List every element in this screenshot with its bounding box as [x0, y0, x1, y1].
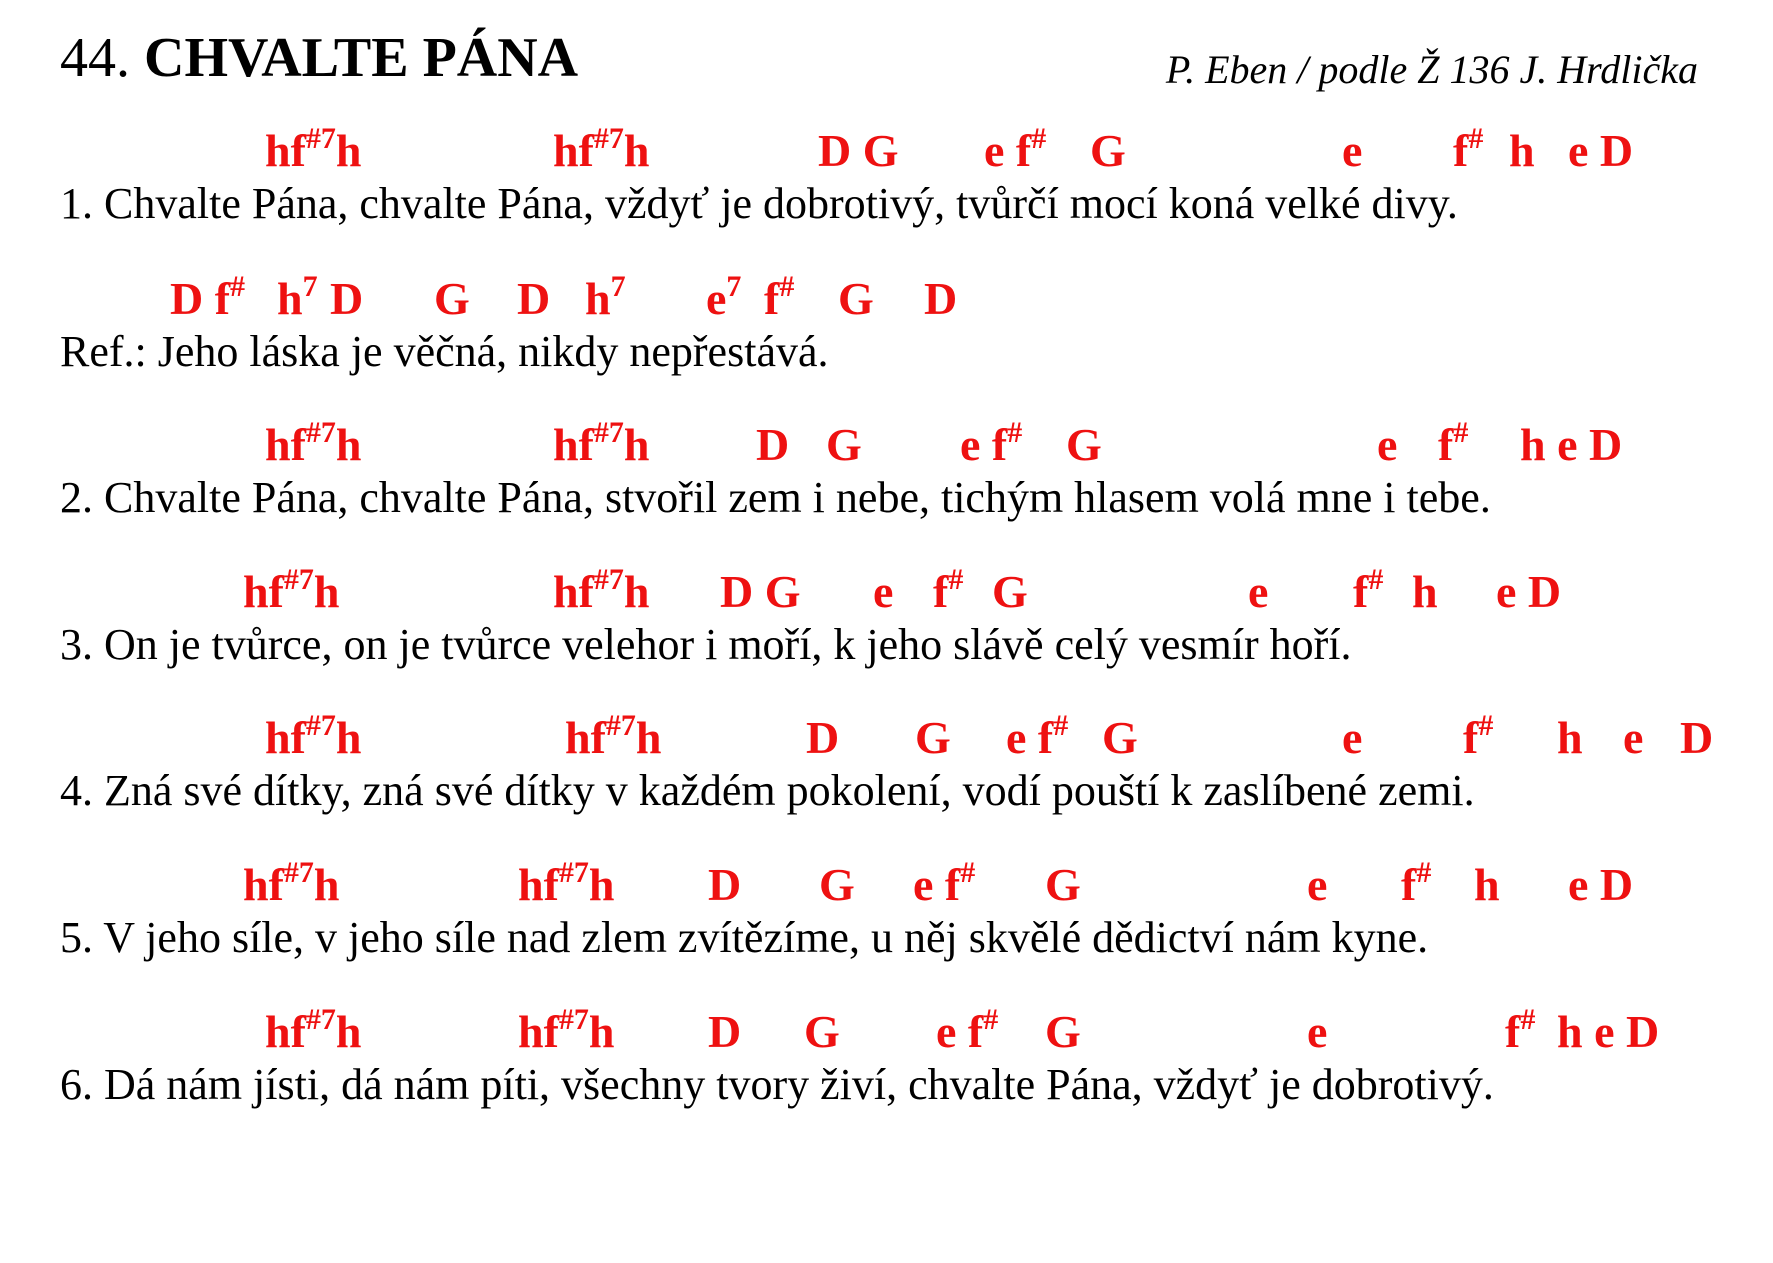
chord-superscript: # — [948, 563, 964, 596]
chord — [1377, 419, 1398, 470]
chord — [1307, 859, 1328, 910]
chord-base: hf — [518, 859, 559, 910]
chord-base: G — [1102, 712, 1138, 763]
verse-lyric: 5. V jeho síle, v jeho síle nad zlem zvítězíme, u něj skvělé dědictví nám kyne. — [60, 913, 1429, 962]
chord-superscript: #7 — [305, 122, 336, 155]
chord — [706, 270, 742, 324]
chord — [265, 122, 362, 176]
chord-tail: h — [335, 419, 362, 470]
chord — [1623, 712, 1644, 763]
chord — [585, 270, 626, 324]
chord — [243, 563, 340, 617]
chord-base: G — [915, 712, 951, 763]
chord-base: hf — [553, 125, 594, 176]
chord-base: h — [1557, 712, 1583, 763]
chord-base: f — [1438, 419, 1454, 470]
refrain-lyric: Ref.: Jeho láska je věčná, nikdy nepřestává. — [60, 327, 829, 376]
chord-base: e — [1307, 1006, 1328, 1057]
chord-base: f — [1401, 859, 1417, 910]
chord — [915, 712, 951, 763]
chord-tail: h — [623, 419, 650, 470]
chord-superscript: 7 — [302, 270, 318, 303]
chord — [924, 273, 958, 324]
chord-base: hf — [265, 419, 306, 470]
chord — [434, 273, 470, 324]
chord-base: G — [1066, 419, 1102, 470]
chord-superscript: # — [230, 270, 246, 303]
chord — [1248, 566, 1269, 617]
chord-base: D — [708, 1006, 742, 1057]
chord — [708, 859, 742, 910]
chord-superscript: #7 — [305, 416, 336, 449]
chord-base: f — [1453, 125, 1469, 176]
chord-base: hf — [553, 566, 594, 617]
chord — [838, 273, 874, 324]
chord — [1509, 125, 1535, 176]
chord-superscript: #7 — [558, 856, 589, 889]
verse-lyric: 1. Chvalte Pána, chvalte Pána, vždyť je dobrotivý, tvůrčí mocí koná velké divy. — [60, 179, 1458, 228]
chord-base: h — [585, 273, 611, 324]
chord-base: h e D — [1520, 419, 1623, 470]
chord-base: h — [1412, 566, 1438, 617]
chord-base: hf — [265, 125, 306, 176]
chord-base: e D — [1568, 859, 1634, 910]
song-author: P. Eben / podle Ž 136 J. Hrdlička — [1165, 47, 1698, 92]
chord-base: e — [1377, 419, 1398, 470]
song-block — [0, 709, 1773, 855]
chord — [1353, 563, 1384, 617]
chord-base: hf — [518, 1006, 559, 1057]
chord — [756, 419, 790, 470]
chord — [517, 273, 551, 324]
chord-base: hf — [243, 566, 284, 617]
chord-superscript: #7 — [593, 416, 624, 449]
chord — [170, 270, 246, 324]
chord-base: f — [933, 566, 949, 617]
chord-base: e — [1342, 712, 1363, 763]
chord-base: h e D — [1557, 1006, 1660, 1057]
chord — [764, 270, 795, 324]
chord-base: G — [434, 273, 470, 324]
chord — [933, 563, 964, 617]
chord-superscript: #7 — [558, 1003, 589, 1036]
chord-tail: h — [588, 859, 615, 910]
chord — [1045, 1006, 1081, 1057]
chord — [1557, 1006, 1660, 1057]
chord-base: h — [277, 273, 303, 324]
chord-base: D — [1680, 712, 1714, 763]
chord-base: e f — [1006, 712, 1054, 763]
chord-tail: h — [635, 712, 662, 763]
chord — [330, 273, 364, 324]
chord-superscript: #7 — [593, 122, 624, 155]
chord — [265, 1003, 362, 1057]
chord-base: e f — [960, 419, 1008, 470]
chord — [960, 416, 1023, 470]
chord — [1505, 1003, 1536, 1057]
chord-base: G — [804, 1006, 840, 1057]
chord-superscript: # — [983, 1003, 999, 1036]
chord — [936, 1003, 999, 1057]
chord-base: f — [1353, 566, 1369, 617]
chord-tail: h — [623, 125, 650, 176]
chord-base: f — [1505, 1006, 1521, 1057]
song-title — [60, 27, 579, 89]
chord-base: G — [1090, 125, 1126, 176]
chord-superscript: # — [1031, 122, 1047, 155]
chord — [1520, 419, 1623, 470]
chord-superscript: # — [1368, 563, 1384, 596]
chord — [1568, 125, 1634, 176]
chord-base: D G — [720, 566, 801, 617]
chord-superscript: # — [1520, 1003, 1536, 1036]
chord-base: e — [1342, 125, 1363, 176]
chord-base: G — [819, 859, 855, 910]
chord — [1412, 566, 1438, 617]
chord-base: e f — [936, 1006, 984, 1057]
song-block — [0, 1003, 1773, 1149]
chord-base: e — [1248, 566, 1269, 617]
chord-tail: h — [313, 859, 340, 910]
chord-base: e D — [1496, 566, 1562, 617]
chord-superscript: #7 — [593, 563, 624, 596]
chord-tail: h — [313, 566, 340, 617]
chord — [1463, 709, 1494, 763]
chord-tail: h — [623, 566, 650, 617]
chord — [518, 856, 615, 910]
chord-tail: h — [335, 712, 362, 763]
verse-lyric: 3. On je tvůrce, on je tvůrce velehor i moří, k jeho slávě celý vesmír hoří. — [60, 620, 1352, 669]
chord-base: G — [838, 273, 874, 324]
chord — [277, 270, 318, 324]
chord-superscript: 7 — [726, 270, 742, 303]
chord-base: e f — [913, 859, 961, 910]
chord-base: e — [873, 566, 894, 617]
song-block — [0, 122, 1773, 268]
chord-base: hf — [243, 859, 284, 910]
chord-base: h — [1509, 125, 1535, 176]
chord — [992, 566, 1028, 617]
song-block — [0, 563, 1773, 709]
chord-base: e — [706, 273, 727, 324]
chord — [553, 416, 650, 470]
chord — [818, 125, 899, 176]
chord — [1342, 712, 1363, 763]
chord-tail: h — [588, 1006, 615, 1057]
chord-base: D — [330, 273, 364, 324]
chord — [1066, 419, 1102, 470]
chord-superscript: #7 — [305, 709, 336, 742]
chord-base: G — [826, 419, 862, 470]
song-block — [0, 270, 1773, 416]
chord-base: G — [1045, 859, 1081, 910]
chord-tail: h — [335, 125, 362, 176]
chord — [1680, 712, 1714, 763]
chord — [265, 709, 362, 763]
song-number: 44. — [60, 27, 130, 89]
chord — [708, 1006, 742, 1057]
chord-base: e — [1623, 712, 1644, 763]
chord-base: h — [1474, 859, 1500, 910]
chord — [1102, 712, 1138, 763]
chord — [265, 416, 362, 470]
chord-base: f — [764, 273, 780, 324]
chord — [1045, 859, 1081, 910]
chord-base: hf — [565, 712, 606, 763]
chord — [243, 856, 340, 910]
chord — [1474, 859, 1500, 910]
song-block — [0, 856, 1773, 1002]
song-header — [0, 0, 1773, 120]
chord-base: D — [924, 273, 958, 324]
chord-base: hf — [265, 712, 306, 763]
chord — [913, 856, 976, 910]
chord — [553, 563, 650, 617]
chord-superscript: # — [1416, 856, 1432, 889]
chord — [1342, 125, 1363, 176]
chord — [1090, 125, 1126, 176]
chord — [804, 1006, 840, 1057]
chord-superscript: #7 — [283, 563, 314, 596]
chord — [1557, 712, 1583, 763]
chord — [1438, 416, 1469, 470]
chord-superscript: # — [1468, 122, 1484, 155]
chord — [826, 419, 862, 470]
chord — [806, 712, 840, 763]
chord-base: e D — [1568, 125, 1634, 176]
chord-superscript: 7 — [610, 270, 626, 303]
chord — [720, 566, 801, 617]
chord — [1006, 709, 1069, 763]
chord — [565, 709, 662, 763]
chord-superscript: # — [779, 270, 795, 303]
chord — [1401, 856, 1432, 910]
chord-superscript: #7 — [305, 1003, 336, 1036]
verse-lyric: 2. Chvalte Pána, chvalte Pána, stvořil zem i nebe, tichým hlasem volá mne i tebe. — [60, 473, 1491, 522]
chord-base: D — [708, 859, 742, 910]
song-name: CHVALTE PÁNA — [144, 27, 579, 89]
chord — [819, 859, 855, 910]
chord-base: D f — [170, 273, 231, 324]
chord-superscript: # — [1478, 709, 1494, 742]
chord-base: e f — [984, 125, 1032, 176]
chord-superscript: # — [1453, 416, 1469, 449]
chord — [1307, 1006, 1328, 1057]
chord-base: G — [992, 566, 1028, 617]
chord-tail: h — [335, 1006, 362, 1057]
chord — [518, 1003, 615, 1057]
chord — [553, 122, 650, 176]
song-block — [0, 416, 1773, 562]
chord-base: e — [1307, 859, 1328, 910]
chord-base: D — [806, 712, 840, 763]
chord-base: D G — [818, 125, 899, 176]
chord-superscript: #7 — [283, 856, 314, 889]
chord — [873, 566, 894, 617]
chord-superscript: #7 — [605, 709, 636, 742]
chord-base: D — [756, 419, 790, 470]
chord-base: f — [1463, 712, 1479, 763]
chord-superscript: # — [1053, 709, 1069, 742]
chord-superscript: # — [960, 856, 976, 889]
chord-base: hf — [553, 419, 594, 470]
chord — [984, 122, 1047, 176]
chord-superscript: # — [1007, 416, 1023, 449]
chord — [1568, 859, 1634, 910]
chord — [1453, 122, 1484, 176]
chord-base: G — [1045, 1006, 1081, 1057]
verse-lyric: 6. Dá nám jísti, dá nám píti, všechny tvory živí, chvalte Pána, vždyť je dobrotivý. — [60, 1060, 1494, 1109]
chord-base: D — [517, 273, 551, 324]
chord — [1496, 566, 1562, 617]
verse-lyric: 4. Zná své dítky, zná své dítky v každém pokolení, vodí pouští k zaslíbené zemi. — [60, 766, 1475, 815]
chord-base: hf — [265, 1006, 306, 1057]
